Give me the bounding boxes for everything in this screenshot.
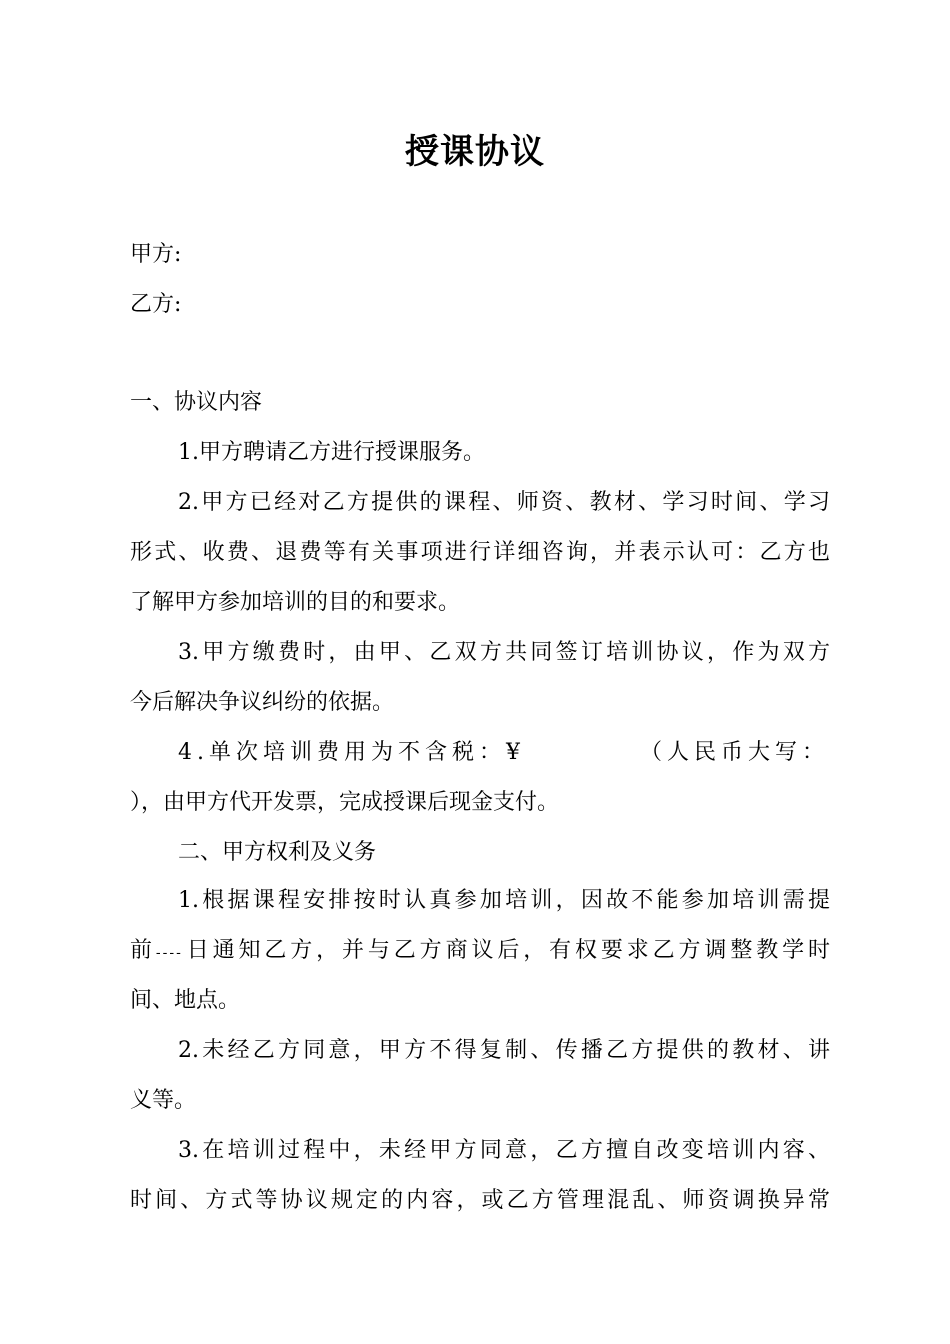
section-1-item-2-line-3: 了解甲方参加培训的目的和要求。 <box>130 590 461 615</box>
section-2-item-3-line-2: 时间、方式等协议规定的内容，或乙方管理混乱、师资调换异常 <box>130 1188 830 1213</box>
section-2-item-2-line-1: 2.未经乙方同意，甲方不得复制、传播乙方提供的教材、讲 <box>178 1038 830 1063</box>
section-1-item-1: 1.甲方聘请乙方进行授课服务。 <box>178 440 485 465</box>
section-1-item-2-line-1: 2.甲方已经对乙方提供的课程、师资、教材、学习时间、学习 <box>178 490 830 515</box>
section-1-heading: 一、协议内容 <box>130 390 263 415</box>
section-2-item-1-line-3: 间、地点。 <box>130 988 241 1013</box>
party-a-label: 甲方: <box>130 242 182 267</box>
section-2-heading: 二、甲方权利及义务 <box>178 840 377 865</box>
party-b-label: 乙方: <box>130 292 182 317</box>
section-1-item-2-line-2: 形式、收费、退费等有关事项进行详细咨询，并表示认可：乙方也 <box>130 540 830 565</box>
section-2-item-3-line-1: 3.在培训过程中，未经甲方同意，乙方擅自改变培训内容、 <box>178 1138 830 1163</box>
section-1-item-4-line-2: ），由甲方代开发票，完成授课后现金支付。 <box>130 790 560 815</box>
section-2-item-1-line-1: 1.根据课程安排按时认真参加培训，因故不能参加培训需提 <box>178 888 830 913</box>
days-blank: ---- <box>155 945 183 961</box>
section-2-item-1-prefix: 前 <box>130 938 156 963</box>
section-2-item-1-suffix: 日通知乙方，并与乙方商议后，有权要求乙方调整教学时 <box>182 938 830 963</box>
section-1-item-3-line-1: 3.甲方缴费时，由甲、乙双方共同签订培训协议，作为双方 <box>178 640 830 665</box>
section-2-item-1-line-2 <box>130 936 830 968</box>
section-1-item-4-amount: 4.单次培训费用为不含税：¥ <box>178 740 525 765</box>
document-title: 授课协议 <box>405 132 545 172</box>
section-1-item-4-rmb-label: （人民币大写： <box>640 740 830 765</box>
section-1-item-3-line-2: 今后解决争议纠纷的依据。 <box>130 690 395 715</box>
section-2-item-2-line-2: 义等。 <box>130 1088 197 1113</box>
